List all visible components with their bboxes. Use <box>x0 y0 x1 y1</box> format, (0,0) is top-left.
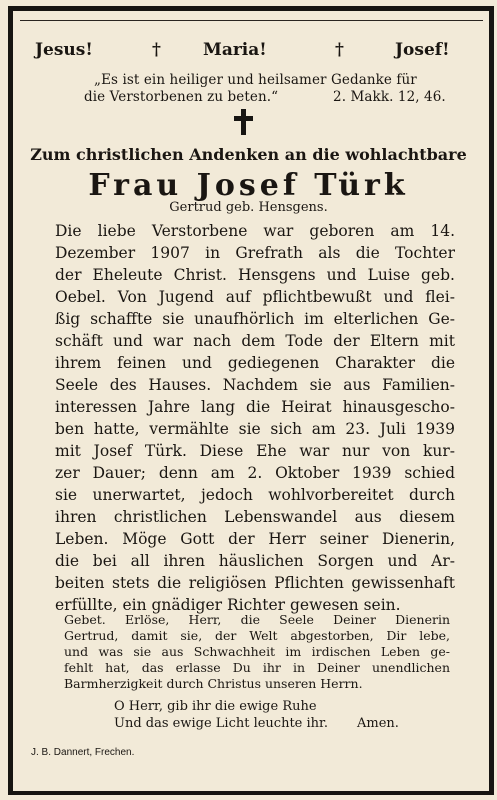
prayer-line: Gertrud, damit sie, der Welt abgestorben, Dir lebe, <box>64 628 450 643</box>
closing-line-1: O Herr, gib ihr die ewige Ruhe <box>114 699 317 714</box>
biography-line: ßig schaffte sie unaufhörlich im elterlichen Ge- <box>55 310 455 328</box>
birth-name: Gertrud geb. Hensgens. <box>169 200 328 215</box>
biography-line: Die liebe Verstorbene war geboren am 14. <box>55 222 455 240</box>
prayer-line: fehlt hat, das erlasse Du ihr in Deiner unendlichen <box>64 660 450 675</box>
biography-line: die bei all ihren häuslichen Sorgen und Ar- <box>55 552 455 570</box>
biography-line: Oebel. Von Jugend auf pflichtbewußt und flei- <box>55 288 455 306</box>
biography-line: interessen Jahre lang die Heirat hinausgescho- <box>55 398 455 416</box>
quote-line-1: „Es ist ein heiliger und heilsamer Gedanke für <box>94 72 417 88</box>
biography-line: Seele des Hauses. Nachdem sie aus Familien- <box>55 376 455 394</box>
prayer-line: Gebet. Erlöse, Herr, die Seele Deiner Dienerin <box>64 612 450 627</box>
quote-line-2: die Verstorbenen zu beten.“ <box>84 89 279 105</box>
closing-line-2: Und das ewige Licht leuchte ihr. <box>114 716 328 731</box>
intro-line: Zum christlichen Andenken an die wohlachtbare <box>30 145 467 164</box>
biography-line: der Eheleute Christ. Hensgens und Luise geb. <box>55 266 455 284</box>
closing-amen: Amen. <box>357 716 399 731</box>
biography-line: beiten stets die religiösen Pflichten gewissenhaft <box>55 574 455 592</box>
header-maria: Maria! <box>203 40 267 60</box>
biography-line: ben hatte, vermählte sie sich am 23. Juli 1939 <box>55 420 455 438</box>
dagger-icon: † <box>152 40 161 60</box>
biography-line: mit Josef Türk. Diese Ehe war nur von kur- <box>55 442 455 460</box>
header-josef: Josef! <box>395 40 450 60</box>
biography-line: sie unerwartet, jedoch wohlvorbereitet durch <box>55 486 455 504</box>
deceased-name: Frau Josef Türk <box>88 168 409 203</box>
quote-reference: 2. Makk. 12, 46. <box>333 89 446 105</box>
biography-line: zer Dauer; denn am 2. Oktober 1939 schied <box>55 464 455 482</box>
biography-line: ihrem feinen und gediegenen Charakter die <box>55 354 455 372</box>
cross-icon <box>233 109 255 135</box>
printer-imprint: J. B. Dannert, Frechen. <box>31 747 135 758</box>
biography-line: schäft und war nach dem Tode der Eltern mit <box>55 332 455 350</box>
prayer-line: Barmherzigkeit durch Christus unseren Herrn. <box>64 676 363 691</box>
biography-line: Dezember 1907 in Grefrath als die Tochter <box>55 244 455 262</box>
invocation-header <box>0 40 497 62</box>
biography-line: erfüllte, ein gnädiger Richter gewesen sein. <box>55 596 401 614</box>
dagger-icon: † <box>335 40 344 60</box>
prayer-line: und was sie aus Schwachheit im irdischen Leben ge- <box>64 644 450 659</box>
biography-line: Leben. Möge Gott der Herr seiner Dienerin, <box>55 530 455 548</box>
header-jesus: Jesus! <box>35 40 93 60</box>
biography-line: ihren christlichen Lebenswandel aus diesem <box>55 508 455 526</box>
